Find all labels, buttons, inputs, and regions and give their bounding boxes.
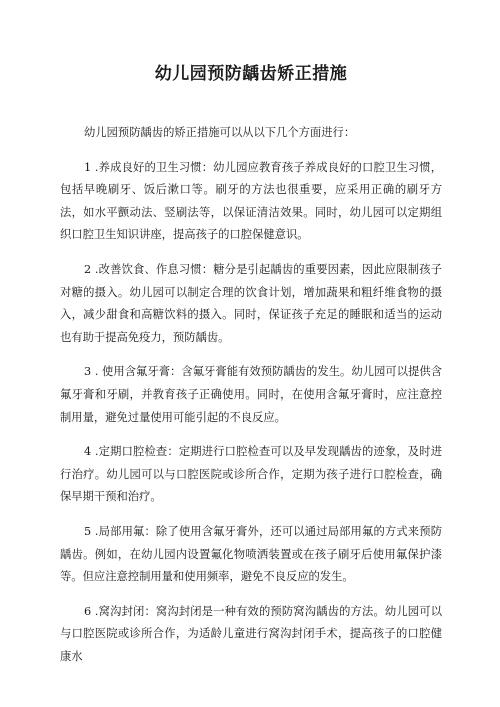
document-title: 幼儿园预防龋齿矫正措施 [154, 64, 348, 84]
intro-paragraph: 幼儿园预防龋齿的矫正措施可以从以下几个方面进行： [84, 126, 356, 139]
paragraph-diet-habits: 2 .改善饮食、作息习惯：糖分是引起龋齿的重要因素，因此应限制孩子对糖的摄入。幼儿园可以制定合理的饮食计划，增加蔬果和粗纤维食物的摄入，减少甜食和高糖饮料的摄入。同时，保证孩子充足的睡眠和适当的运动也有助于提高免疫力，预防龋齿。 [60, 262, 442, 344]
paragraph-topical-fluoride: 5 .局部用氟：除了使用含氟牙膏外，还可以通过局部用氟的方式来预防龋齿。例如，在幼儿园内设置氟化物喷洒装置或在孩子刷牙后使用氟保护漆等。但应注意控制用量和使用频率，避免不良反应的发生。 [60, 524, 442, 584]
paragraph-hygiene-habits: 1 .养成良好的卫生习惯：幼儿园应教育孩子养成良好的口腔卫生习惯，包括早晚刷牙、饭后漱口等。刷牙的方法也很重要，应采用正确的刷牙方法，如水平颤动法、竖刷法等，以保证清洁效果。同时，幼儿园可以定期组织口腔卫生知识讲座，提高孩子的口腔保健意识。 [60, 160, 442, 242]
paragraph-pit-fissure-sealing: 6 .窝沟封闭：窝沟封闭是一种有效的预防窝沟龋齿的方法。幼儿园可以与口腔医院或诊所合作，为适龄儿童进行窝沟封闭手术，提高孩子的口腔健康水 [60, 604, 442, 663]
paragraph-fluoride-toothpaste: 3 . 使用含氟牙膏：含氟牙膏能有效预防龋齿的发生。幼儿园可以提供含氟牙膏和牙刷，并教育孩子正确使用。同时，在使用含氟牙膏时，应注意控制用量，避免过量使用可能引起的不良反应。 [60, 365, 442, 424]
paragraph-oral-checkup: 4 .定期口腔检查：定期进行口腔检查可以及早发现龋齿的迹象，及时进行治疗。幼儿园可以与口腔医院或诊所合作，定期为孩子进行口腔检查，确保早期干预和治疗。 [60, 445, 442, 504]
